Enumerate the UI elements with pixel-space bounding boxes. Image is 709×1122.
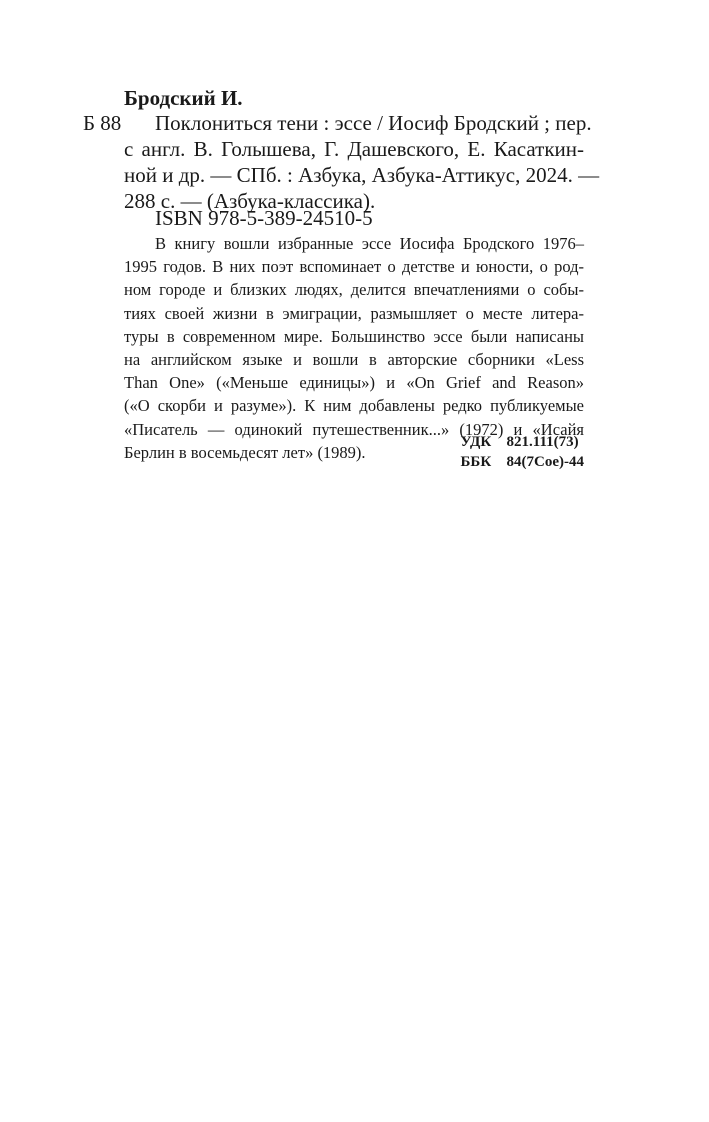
author-cipher: Б 88 — [83, 111, 122, 135]
annotation-line: 1995 годов. В них поэт вспоминает о детстве и юности, о род- — [124, 257, 584, 277]
annotation-line: В книгу вошли избранные эссе Иосифа Бродского 1976– — [155, 234, 584, 253]
description-line: ной и др. — СПб. : Азбука, Азбука-Аттикус, 2024. — — [124, 163, 600, 187]
bbk-label: ББК — [460, 454, 492, 470]
annotation-line: тиях своей жизни в эмиграции, размышляет о месте литера- — [124, 303, 584, 323]
annotation-line: туры в современном мире. Большинство эссе были написаны — [124, 326, 584, 346]
bbk-value: 84(7Сое)-44 — [506, 454, 584, 470]
udk-code — [461, 432, 584, 452]
udk-label: УДК — [460, 434, 492, 450]
description-line: с англ. В. Голышева, Г. Дашевского, Е. Касаткин- — [124, 137, 584, 161]
annotation-line: («О скорби и разуме»). К ним добавлены редко публикуемые — [124, 396, 584, 416]
description-line: 288 с. — (Азбука-классика). — [124, 189, 376, 213]
annotation-line: Берлин в восемьдесят лет» (1989). — [124, 442, 366, 462]
description-line: Поклониться тени : эссе / Иосиф Бродский ; пер. — [155, 111, 592, 135]
classification-codes — [461, 432, 584, 472]
udk-value: 821.111(73) — [506, 434, 579, 450]
bbk-code — [461, 452, 584, 472]
bibliographic-description — [124, 110, 600, 214]
annotation-line: Than One» («Меньше единицы») и «On Grief and Reason» — [124, 373, 584, 393]
annotation-line: на английском языке и вошли в авторские сборники «Less — [124, 350, 584, 370]
author-heading: Бродский И. — [124, 86, 243, 110]
annotation-line: ном городе и близких людях, делится впечатлениями о собы- — [124, 280, 584, 300]
annotation-line: «Писатель — одинокий путешественник...» (1972) и «Исайя — [124, 419, 584, 439]
isbn: ISBN 978-5-389-24510-5 — [155, 206, 373, 230]
annotation — [124, 232, 584, 464]
